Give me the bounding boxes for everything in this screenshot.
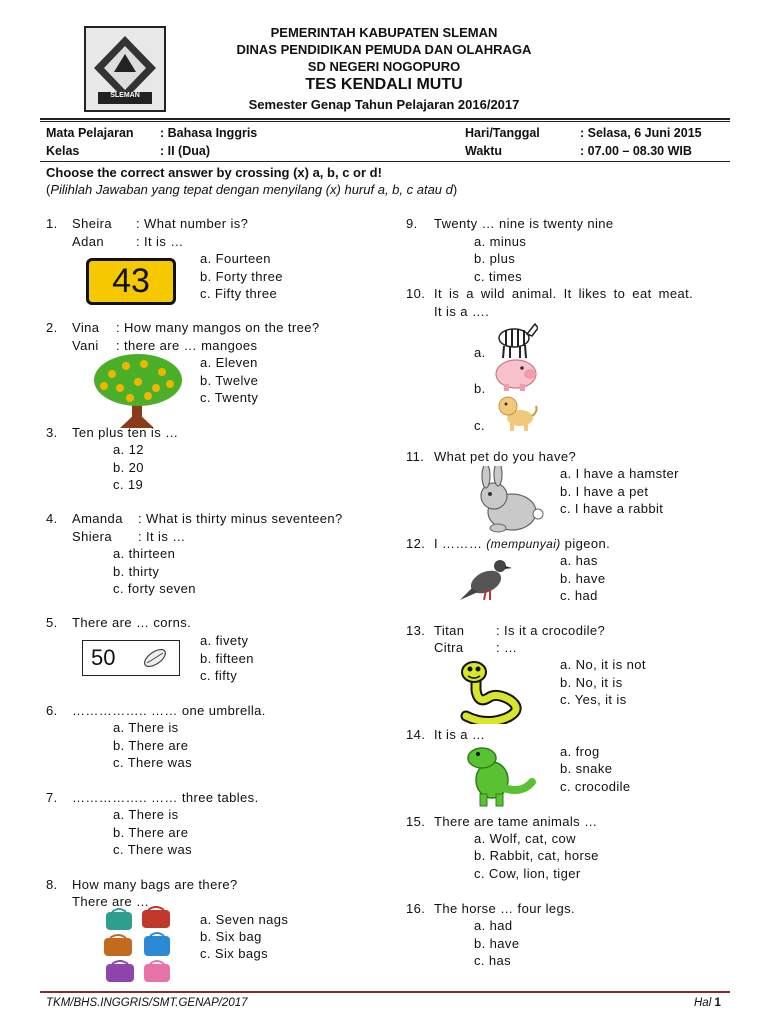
- q7-option-a[interactable]: a. There is: [113, 807, 179, 822]
- time-label: Waktu: [465, 144, 503, 158]
- q14-option-b[interactable]: b. snake: [560, 761, 613, 776]
- q15-option-b[interactable]: b. Rabbit, cat, horse: [474, 848, 599, 863]
- class-label: Kelas: [46, 144, 80, 158]
- header-rule-bottom: [40, 121, 730, 122]
- pig-icon: [494, 356, 540, 392]
- q9-option-b[interactable]: b. plus: [474, 251, 516, 266]
- subject-value: : Bahasa Inggris: [160, 126, 258, 140]
- header-line-2: DINAS PENDIDIKAN PEMUDA DAN OLAHRAGA: [236, 42, 532, 57]
- page-subtitle: Semester Genap Tahun Pelajaran 2016/2017: [248, 97, 520, 112]
- q1-line-1: : What number is?: [136, 216, 249, 231]
- q3-option-a[interactable]: a. 12: [113, 442, 144, 457]
- q4-name-2: Shiera: [72, 529, 112, 544]
- q1-option-a[interactable]: a. Fourteen: [200, 251, 271, 266]
- q12-number: 12.: [406, 536, 426, 551]
- q13-line-1: : Is it a crocodile?: [496, 623, 606, 638]
- q10-question: It is a wild animal. It likes to eat meat.: [434, 286, 694, 301]
- q5-option-a[interactable]: a. fivety: [200, 633, 249, 648]
- q6-question: …………….. …… one umbrella.: [72, 703, 266, 718]
- q10-number: 10.: [406, 286, 426, 301]
- q9-option-a[interactable]: a. minus: [474, 234, 527, 249]
- page-title: TES KENDALI MUTU: [305, 76, 463, 93]
- q12-option-b[interactable]: b. have: [560, 571, 606, 586]
- q4-name-1: Amanda: [72, 511, 123, 526]
- q10-option-b[interactable]: b.: [474, 381, 486, 396]
- header-line-1: PEMERINTAH KABUPATEN SLEMAN: [270, 25, 498, 40]
- header-rule-top: [40, 118, 730, 120]
- q16-question: The horse … four legs.: [434, 901, 576, 916]
- q12-option-a[interactable]: a. has: [560, 553, 598, 568]
- q16-number: 16.: [406, 901, 426, 916]
- lion-cub-icon: [494, 392, 538, 432]
- q4-option-c[interactable]: c. forty seven: [113, 581, 196, 596]
- q1-option-b[interactable]: b. Forty three: [200, 269, 283, 284]
- q13-option-b[interactable]: b. No, it is: [560, 675, 623, 690]
- q16-option-a[interactable]: a. had: [474, 918, 513, 933]
- day-value: : Selasa, 6 Juni 2015: [580, 126, 702, 140]
- q3-question: Ten plus ten is …: [72, 425, 179, 440]
- q2-option-a[interactable]: a. Eleven: [200, 355, 258, 370]
- q4-line-1: : What is thirty minus seventeen?: [138, 511, 343, 526]
- bags-icon: [102, 906, 178, 984]
- q11-number: 11.: [406, 449, 425, 464]
- q13-option-a[interactable]: a. No, it is not: [560, 657, 646, 672]
- crocodile-icon: [458, 744, 536, 810]
- q6-option-a[interactable]: a. There is: [113, 720, 179, 735]
- q2-line-1: : How many mangos on the tree?: [116, 320, 320, 335]
- q4-number: 4.: [46, 511, 58, 526]
- q13-name-1: Titan: [434, 623, 465, 638]
- q6-option-b[interactable]: b. There are: [113, 738, 189, 753]
- q7-question: …………….. …… three tables.: [72, 790, 259, 805]
- q15-question: There are tame animals …: [434, 814, 598, 829]
- q3-number: 3.: [46, 425, 58, 440]
- q14-option-a[interactable]: a. frog: [560, 744, 600, 759]
- q8-question: How many bags are there?: [72, 877, 238, 892]
- q4-line-2: : It is …: [138, 529, 186, 544]
- q13-number: 13.: [406, 623, 426, 638]
- q12-option-c[interactable]: c. had: [560, 588, 598, 603]
- q2-name-1: Vina: [72, 320, 100, 335]
- rabbit-icon: [470, 466, 546, 536]
- q2-line-2: : there are … mangoes: [116, 338, 258, 353]
- q1-number-sign: 43: [86, 258, 176, 305]
- q2-option-c[interactable]: c. Twenty: [200, 390, 259, 405]
- time-value: : 07.00 – 08.30 WIB: [580, 144, 692, 158]
- mango-tree-icon: [92, 352, 184, 428]
- q14-question: It is a …: [434, 727, 486, 742]
- info-rule: [40, 161, 730, 162]
- pigeon-icon: [460, 554, 514, 604]
- q13-line-2: : …: [496, 640, 518, 655]
- q14-option-c[interactable]: c. crocodile: [560, 779, 631, 794]
- q3-option-c[interactable]: c. 19: [113, 477, 144, 492]
- q15-option-c[interactable]: c. Cow, lion, tiger: [474, 866, 581, 881]
- q11-question: What pet do you have?: [434, 449, 577, 464]
- q12-question: I ……… (mempunyai) pigeon.: [434, 536, 611, 551]
- q11-option-b[interactable]: b. I have a pet: [560, 484, 649, 499]
- q11-option-a[interactable]: a. I have a hamster: [560, 466, 679, 481]
- q2-option-b[interactable]: b. Twelve: [200, 373, 259, 388]
- q5-corn-box: [82, 640, 180, 676]
- q7-option-c[interactable]: c. There was: [113, 842, 192, 857]
- q15-number: 15.: [406, 814, 426, 829]
- q5-corn-count: 50: [91, 645, 116, 670]
- day-label: Hari/Tanggal: [465, 126, 540, 140]
- q8-option-a[interactable]: a. Seven nags: [200, 912, 289, 927]
- logo-text: SLEMAN: [110, 92, 140, 99]
- q10-option-a[interactable]: a.: [474, 345, 486, 360]
- snake-icon: [454, 658, 528, 724]
- page-number: Hal 1: [694, 997, 721, 1009]
- header-line-3: SD NEGERI NOGOPURO: [307, 59, 461, 74]
- q13-name-2: Citra: [434, 640, 464, 655]
- q6-number: 6.: [46, 703, 58, 718]
- q10-option-c[interactable]: c.: [474, 418, 485, 433]
- q9-question: Twenty … nine is twenty nine: [434, 216, 614, 231]
- footer-rule: [40, 991, 730, 993]
- q14-number: 14.: [406, 727, 426, 742]
- q1-name-2: Adan: [72, 234, 104, 249]
- q8-question-2: There are …: [72, 894, 150, 909]
- q10-question-2: It is a ….: [434, 304, 490, 319]
- q16-option-b[interactable]: b. have: [474, 936, 520, 951]
- q1-name-1: Sheira: [72, 216, 112, 231]
- q5-option-b[interactable]: b. fifteen: [200, 651, 254, 666]
- q9-number: 9.: [406, 216, 418, 231]
- subject-label: Mata Pelajaran: [46, 126, 134, 140]
- q8-option-c[interactable]: c. Six bags: [200, 946, 268, 961]
- q7-number: 7.: [46, 790, 58, 805]
- q4-option-b[interactable]: b. thirty: [113, 564, 160, 579]
- q8-option-b[interactable]: b. Six bag: [200, 929, 262, 944]
- q8-number: 8.: [46, 877, 58, 892]
- q1-line-2: : It is …: [136, 234, 184, 249]
- corn-icon: [139, 645, 171, 671]
- q7-option-b[interactable]: b. There are: [113, 825, 189, 840]
- class-value: : II (Dua): [160, 144, 210, 158]
- q2-number: 2.: [46, 320, 58, 335]
- q5-question: There are … corns.: [72, 615, 192, 630]
- footer-code: TKM/BHS.INGGRIS/SMT.GENAP/2017: [46, 997, 248, 1009]
- q1-option-c[interactable]: c. Fifty three: [200, 286, 278, 301]
- q6-option-c[interactable]: c. There was: [113, 755, 192, 770]
- q3-option-b[interactable]: b. 20: [113, 460, 144, 475]
- q13-option-c[interactable]: c. Yes, it is: [560, 692, 627, 707]
- q9-option-c[interactable]: c. times: [474, 269, 522, 284]
- q2-name-2: Vani: [72, 338, 99, 353]
- q4-option-a[interactable]: a. thirteen: [113, 546, 176, 561]
- q5-number: 5.: [46, 615, 58, 630]
- q5-option-c[interactable]: c. fifty: [200, 668, 238, 683]
- zebra-icon: [494, 318, 538, 360]
- q15-option-a[interactable]: a. Wolf, cat, cow: [474, 831, 576, 846]
- instruction-en: Choose the correct answer by crossing (x) a, b, c or d!: [46, 165, 382, 180]
- q16-option-c[interactable]: c. has: [474, 953, 512, 968]
- q1-number: 1.: [46, 216, 58, 231]
- q11-option-c[interactable]: c. I have a rabbit: [560, 501, 664, 516]
- instruction-id: (Pilihlah Jawaban yang tepat dengan menyilang (x) huruf a, b, c atau d): [46, 182, 458, 197]
